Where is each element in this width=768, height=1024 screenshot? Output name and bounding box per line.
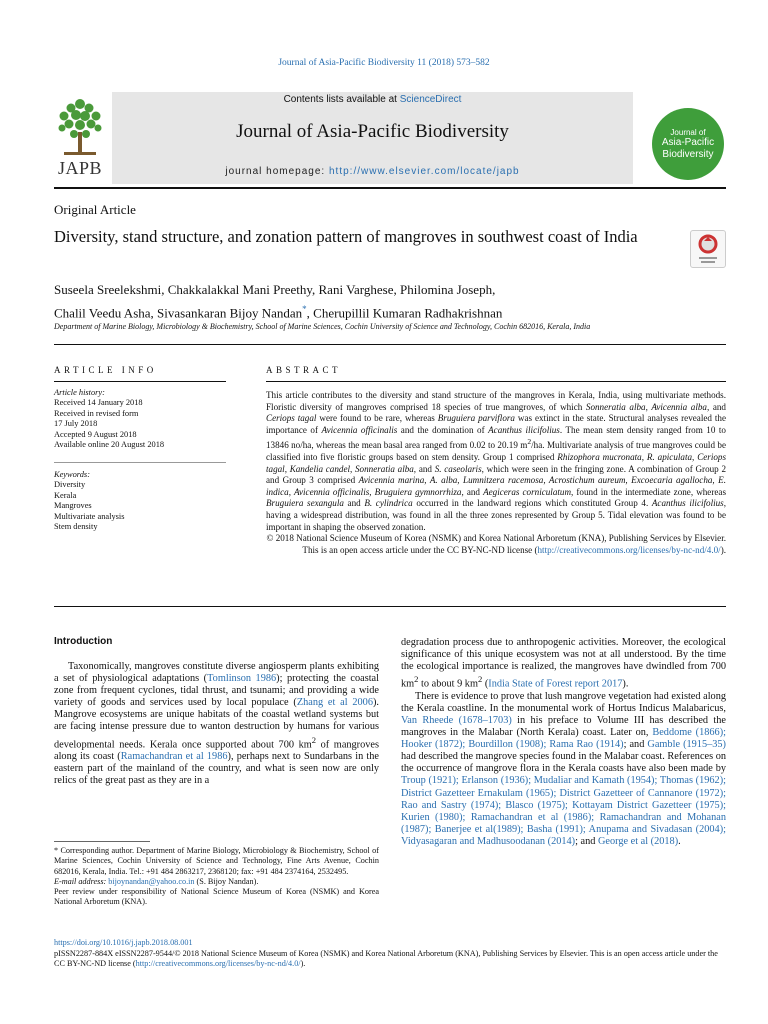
email-link[interactable]: bijoynandan@yahoo.co.in: [108, 876, 195, 886]
history-item: Available online 20 August 2018: [54, 440, 165, 450]
keywords-label: Keywords:: [54, 470, 90, 479]
article-info-rule: [54, 381, 226, 382]
corresponding-author-mark[interactable]: *: [302, 303, 307, 314]
author-list: [54, 281, 714, 322]
history-item: 17 July 2018: [54, 419, 98, 429]
ref-link[interactable]: Troup (1921); Erlanson (1936); Mudaliar and Kamath (1954); Thomas (1962); District Gazetteer Ernakulam (1965); District Gazetteer of Cannanore (1972); Rao and Sastry (1974); Blasco (1975); Kottayam District Gazetteer (1975); Kurien (1980); Ramachandran et al (1986); Ramachandran and Mohanan (1987); Banerjee et al(1989); Basha (1991); Anupama and Sivadasan (2004); Vidyasagaran and Madhusoodanan (2014): [401, 775, 726, 847]
peer-review-note: Peer review under responsibility of National Science Museum of Korea (NSMK) and Korea National Arboretum (KNA).: [54, 887, 379, 907]
introduction-heading: Introduction: [54, 636, 113, 647]
article-info-heading: ARTICLE INFO: [54, 365, 157, 375]
ref-link[interactable]: Beddome (1866); Hooker (1872); Bourdillon (1908); Rama Rao (1914): [401, 727, 726, 751]
check-for-updates-badge[interactable]: [690, 230, 726, 268]
history-label: Article history:: [54, 388, 105, 397]
ref-link[interactable]: Van Rheede (1678–1703): [401, 714, 512, 726]
journal-citation[interactable]: Journal of Asia-Pacific Biodiversity 11 (2018) 573–582: [278, 58, 490, 68]
corresponding-footnote: * Corresponding author. Department of Marine Biology, Microbiology & Biochemistry, School of Marine Sciences, Cochin University of Science and Technology, Fine Arts Avenue, Cochin 682016, Kerala, India. Tel.: +91 484 2863217, 2368120; fax: +91 484 2374164, 2532495.: [54, 846, 379, 876]
ref-link[interactable]: Ramachandran et al 1986: [120, 751, 228, 763]
check-updates-icon: [691, 231, 725, 267]
article-type: Original Article: [54, 202, 136, 217]
affiliation: Department of Marine Biology, Microbiology & Biochemistry, School of Marine Sciences, Cochin University of Science and Technology, Cochin 682016, Kerala, India: [54, 322, 591, 331]
abstract-rule: [266, 381, 726, 382]
intro-paragraph-2: There is evidence to prove that lush mangrove vegetation had existed along the Kerala coastline. In the monumental work of Hortus Indicus Malabaricus, Van Rheede (1678–1703) in his preface to Volume III has described the mangroves in the Malabar (North Kerala) coast. Later on, Beddome (1866); Hooker (1872); Bourdillon (1908); Rama Rao (1914); and Gamble (1915–35) had described the mangrove species found in the Malabar coast. References on the occurrence of mangrove flora in the Kerala coasts have also been made by Troup (1921); Erlanson (1936); Mudaliar and Kamath (1954); Thomas (1962); District Gazetteer Ernakulam (1965); District Gazetteer of Cannanore (1972); Rao and Sastry (1974); Blasco (1975); Kottayam District Gazetteer (1975); Kurien (1980); Ramachandran et al (1986); Ramachandran and Mohanan (1987); Banerjee et al(1989); Basha (1991); Anupama and Sivadasan (2004); Vidyasagaran and Madhusoodanan (2014); and George et al (2018).: [401, 690, 726, 847]
doi-link[interactable]: https://doi.org/10.1016/j.japb.2018.08.001: [54, 938, 193, 947]
homepage-prefix: journal homepage:: [225, 166, 329, 177]
japb-logo-text: JAPB: [57, 158, 103, 178]
ref-link[interactable]: George et al (2018): [597, 835, 679, 847]
intro-column-2: [401, 637, 726, 848]
authors-line-2-a: Chalil Veedu Asha, Sivasankaran Bijoy Nandan: [54, 304, 303, 320]
email-footnote: E-mail address: bijoynandan@yahoo.co.in (S. Bijoy Nandan).: [54, 876, 259, 886]
intro-continued: degradation process due to anthropogenic activities. Moreover, the ecological significance of this unique ecosystem was not at all understood. By the time the ecological importance is realized, the mangroves have dwindled from 700 $km^2$ to about 9 $km^2$ (India State of Forest report 2017).: [401, 637, 726, 690]
footnote-rule: [54, 841, 150, 842]
authors-line-1: Suseela Sreelekshmi, Chakkalakkal Mani Preethy, Rani Varghese, Philomina Joseph,: [54, 282, 496, 297]
issn-line: pISSN2287-884X eISSN2287-9544/© 2018 National Science Museum of Korea (NSMK) and Korea National Arboretum (KNA), Publishing Services by Elsevier. This is an open access article under the CC BY-NC-ND license (http://creativecommons.org/licenses/by-nc-nd/4.0/).: [54, 948, 718, 969]
authors-line-2-b: , Cherupillil Kumaran Radhakrishnan: [306, 304, 503, 320]
cover-line-3: Biodiversity: [662, 148, 714, 160]
journal-homepage: [112, 166, 633, 177]
keyword: Kerala: [54, 490, 77, 500]
keyword: Stem density: [54, 522, 98, 532]
affiliation-rule: [54, 344, 726, 345]
history-item: Accepted 9 August 2018: [54, 429, 137, 439]
license-link[interactable]: http://creativecommons.org/licenses/by-nc-nd/4.0/: [537, 544, 721, 555]
ref-link[interactable]: Zhang et al 2006: [296, 697, 373, 709]
footer-license-link[interactable]: http://creativecommons.org/licenses/by-nc-nd/4.0/: [135, 959, 301, 969]
cover-line-1: Journal of: [670, 127, 706, 137]
contents-prefix: Contents lists available at: [283, 94, 400, 105]
contents-line: [112, 94, 633, 105]
footnotes: [54, 846, 379, 908]
keyword: Diversity: [54, 480, 86, 490]
keyword: Mangroves: [54, 501, 92, 511]
history-item: Received 14 January 2018: [54, 398, 143, 408]
keywords-rule: [54, 462, 226, 463]
abstract-heading: ABSTRACT: [266, 365, 342, 375]
ref-link[interactable]: India State of Forest report 2017: [488, 678, 623, 690]
keyword: Multivariate analysis: [54, 511, 125, 521]
intro-paragraph-1: Taxonomically, mangroves constitute diverse angiosperm plants exhibiting a set of physiological adaptations (Tomlinson 1986); protecting the coastal zone from frequent cyclones, tidal thrust, and tsunami; and providing a wide variety of goods and services used by local populace (Zhang et al 2006). Mangrove ecosystems are unique habitats of the coastal wetland systems but are facing intense pressure due to wanton destruction by humans for various developmental needs. Kerala once supported about 700 $km^2$ of mangroves along its coast (Ramachandran et al 1986), perhaps next to Sundarbans in the eastern part of the mainland of the country, and what is seen now are only relics of the great past as they are in a: [54, 661, 380, 787]
abstract-bottom-rule: [54, 606, 726, 607]
intro-column-1: [54, 661, 379, 787]
homepage-link[interactable]: http://www.elsevier.com/locate/japb: [328, 166, 520, 177]
keywords: [54, 470, 226, 532]
cover-line-2: Asia-Pacific: [661, 136, 715, 148]
authors-line-2: [54, 300, 714, 323]
article-history: [54, 388, 226, 450]
history-item: Received in revised form: [54, 408, 139, 418]
ref-link[interactable]: Gamble (1915–35): [647, 739, 726, 751]
ref-link[interactable]: Tomlinson 1986: [207, 673, 277, 685]
abstract-text: [266, 390, 726, 556]
journal-title: Journal of Asia-Pacific Biodiversity: [236, 121, 509, 142]
article-title: Diversity, stand structure, and zonation pattern of mangroves in southwest coast of India: [54, 227, 638, 246]
sciencedirect-link[interactable]: ScienceDirect: [399, 94, 462, 105]
header-rule: [54, 187, 726, 189]
journal-cover-logo[interactable]: [652, 108, 724, 180]
page-footer: [54, 938, 726, 970]
abstract-paragraph: This article contributes to the diversity and stand structure of the mangroves in Kerala, India, using multivariate methods. Floristic diversity of mangroves comprised 18 species of true mangroves, of which Sonneratia alba, Avicennia alba, and Ceriops tagal were found to be rare, whereas Bruguiera parviflora was extinct in the state. Structural analyses revealed the importance of Avicennia officinalis and the domination of Acanthus ilicifolius. The mean stem density ranged from 10 to 13846 no/ha, whereas the mean basal area ranged from 0.02 to 20.19 $m^2/ha$. Multivariate analysis of true mangroves could be classified into five floristic groups based on stem density. Group 1 comprised Rhizophora mucronata, R. apiculata, Ceriops tagal, Kandelia candel, Sonneratia alba, and S. caseolaris, which were seen in the fringing zone. A combination of Group 2 and Group 3 comprised Avicennia marina, A. alba, Lumnitzera racemosa, Acrostichum aureum, Excoecaria agallocha, E. indica, Avicennia officinalis, Bruguiera gymnorrhiza, and Aegiceras corniculatum, found in the intermediate zone, whereas Bruguiera sexangula and B. cylindrica occurred in the landward regions which constituted Group 4. Acanthus ilicifolius, having a widespread distribution, was found in all the three zones represented by Group 5. Tidal elevation was found to be important in shaping the observed zonation.: [266, 390, 727, 532]
abstract-copyright: © 2018 National Science Museum of Korea (NSMK) and Korea National Arboretum (KNA), Publishing Services by Elsevier. This is an open access article under the CC BY-NC-ND license (http://creativecommons.org/licenses/by-nc-nd/4.0/).: [266, 533, 726, 555]
